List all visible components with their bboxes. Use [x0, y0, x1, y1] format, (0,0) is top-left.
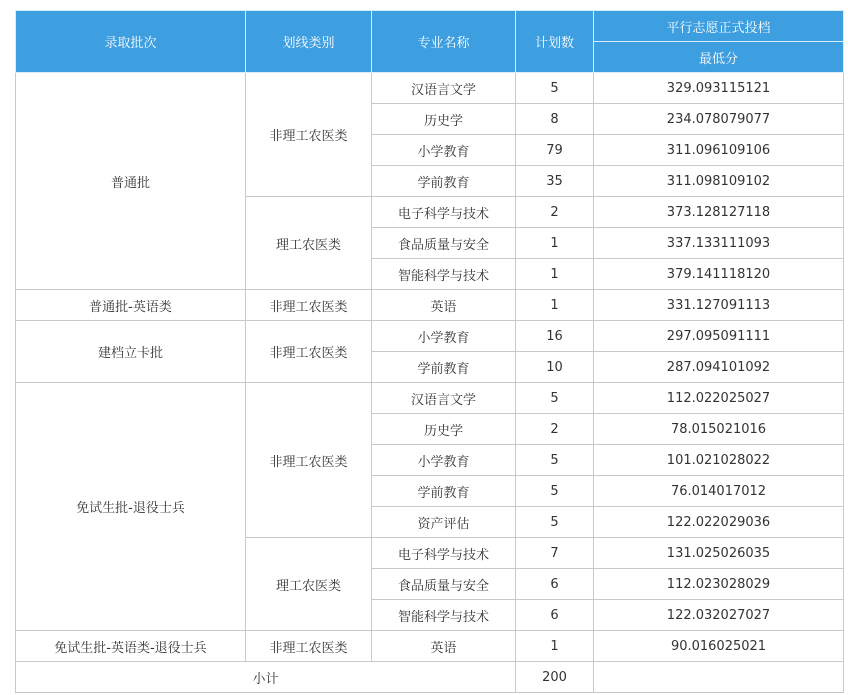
- header-line-type: 划线类别: [246, 11, 372, 73]
- cell-major: 小学教育: [372, 135, 516, 166]
- cell-major: 历史学: [372, 104, 516, 135]
- header-plan: 计划数: [516, 11, 594, 73]
- cell-major: 英语: [372, 631, 516, 662]
- table-row: [16, 631, 844, 662]
- cell-plan: 1: [516, 290, 594, 321]
- table-row: [16, 73, 844, 104]
- cell-line-type: 非理工农医类: [246, 321, 372, 383]
- table-row: [16, 321, 844, 352]
- subtotal-plan: 200: [516, 662, 594, 693]
- cell-batch: 建档立卡批: [16, 321, 246, 383]
- cell-min-score: 122.022029036: [594, 507, 844, 538]
- cell-min-score: 112.023028029: [594, 569, 844, 600]
- cell-min-score: 311.098109102: [594, 166, 844, 197]
- cell-major: 电子科学与技术: [372, 197, 516, 228]
- cell-major: 历史学: [372, 414, 516, 445]
- cell-plan: 5: [516, 507, 594, 538]
- cell-plan: 5: [516, 73, 594, 104]
- cell-major: 智能科学与技术: [372, 600, 516, 631]
- cell-major: 电子科学与技术: [372, 538, 516, 569]
- subtotal-row: [16, 662, 844, 693]
- cell-min-score: 131.025026035: [594, 538, 844, 569]
- cell-min-score: 331.127091113: [594, 290, 844, 321]
- cell-line-type: 非理工农医类: [246, 631, 372, 662]
- cell-min-score: 76.014017012: [594, 476, 844, 507]
- cell-major: 食品质量与安全: [372, 228, 516, 259]
- header-parallel: 平行志愿正式投档: [594, 11, 844, 42]
- cell-min-score: 78.015021016: [594, 414, 844, 445]
- cell-major: 汉语言文学: [372, 383, 516, 414]
- cell-min-score: 101.021028022: [594, 445, 844, 476]
- cell-min-score: 90.016025021: [594, 631, 844, 662]
- cell-major: 学前教育: [372, 166, 516, 197]
- cell-plan: 7: [516, 538, 594, 569]
- cell-min-score: 234.078079077: [594, 104, 844, 135]
- cell-plan: 6: [516, 569, 594, 600]
- cell-min-score: 297.095091111: [594, 321, 844, 352]
- table-row: [16, 290, 844, 321]
- cell-plan: 10: [516, 352, 594, 383]
- cell-plan: 1: [516, 631, 594, 662]
- subtotal-score: [594, 662, 844, 693]
- cell-major: 英语: [372, 290, 516, 321]
- cell-line-type: 理工农医类: [246, 538, 372, 631]
- cell-batch: 普通批-英语类: [16, 290, 246, 321]
- cell-min-score: 373.128127118: [594, 197, 844, 228]
- cell-min-score: 329.093115121: [594, 73, 844, 104]
- cell-min-score: 122.032027027: [594, 600, 844, 631]
- cell-plan: 2: [516, 414, 594, 445]
- cell-batch: 免试生批-英语类-退役士兵: [16, 631, 246, 662]
- cell-min-score: 287.094101092: [594, 352, 844, 383]
- admission-table: [15, 10, 844, 693]
- header-major: 专业名称: [372, 11, 516, 73]
- cell-min-score: 337.133111093: [594, 228, 844, 259]
- cell-line-type: 理工农医类: [246, 197, 372, 290]
- cell-major: 小学教育: [372, 321, 516, 352]
- cell-line-type: 非理工农医类: [246, 290, 372, 321]
- subtotal-label: 小计: [16, 662, 516, 693]
- cell-batch: 普通批: [16, 73, 246, 290]
- cell-plan: 79: [516, 135, 594, 166]
- cell-plan: 5: [516, 476, 594, 507]
- header-batch: 录取批次: [16, 11, 246, 73]
- table-body: [16, 73, 844, 693]
- cell-major: 学前教育: [372, 476, 516, 507]
- cell-plan: 16: [516, 321, 594, 352]
- cell-batch: 免试生批-退役士兵: [16, 383, 246, 631]
- cell-major: 汉语言文学: [372, 73, 516, 104]
- cell-major: 智能科学与技术: [372, 259, 516, 290]
- cell-min-score: 112.022025027: [594, 383, 844, 414]
- cell-min-score: 311.096109106: [594, 135, 844, 166]
- cell-plan: 35: [516, 166, 594, 197]
- cell-line-type: 非理工农医类: [246, 73, 372, 197]
- cell-plan: 5: [516, 445, 594, 476]
- cell-min-score: 379.141118120: [594, 259, 844, 290]
- cell-plan: 8: [516, 104, 594, 135]
- cell-plan: 1: [516, 228, 594, 259]
- cell-plan: 1: [516, 259, 594, 290]
- cell-major: 资产评估: [372, 507, 516, 538]
- cell-plan: 6: [516, 600, 594, 631]
- cell-major: 学前教育: [372, 352, 516, 383]
- cell-plan: 2: [516, 197, 594, 228]
- header-min-score: 最低分: [594, 42, 844, 73]
- cell-plan: 5: [516, 383, 594, 414]
- cell-major: 食品质量与安全: [372, 569, 516, 600]
- cell-line-type: 非理工农医类: [246, 383, 372, 538]
- table-row: [16, 383, 844, 414]
- cell-major: 小学教育: [372, 445, 516, 476]
